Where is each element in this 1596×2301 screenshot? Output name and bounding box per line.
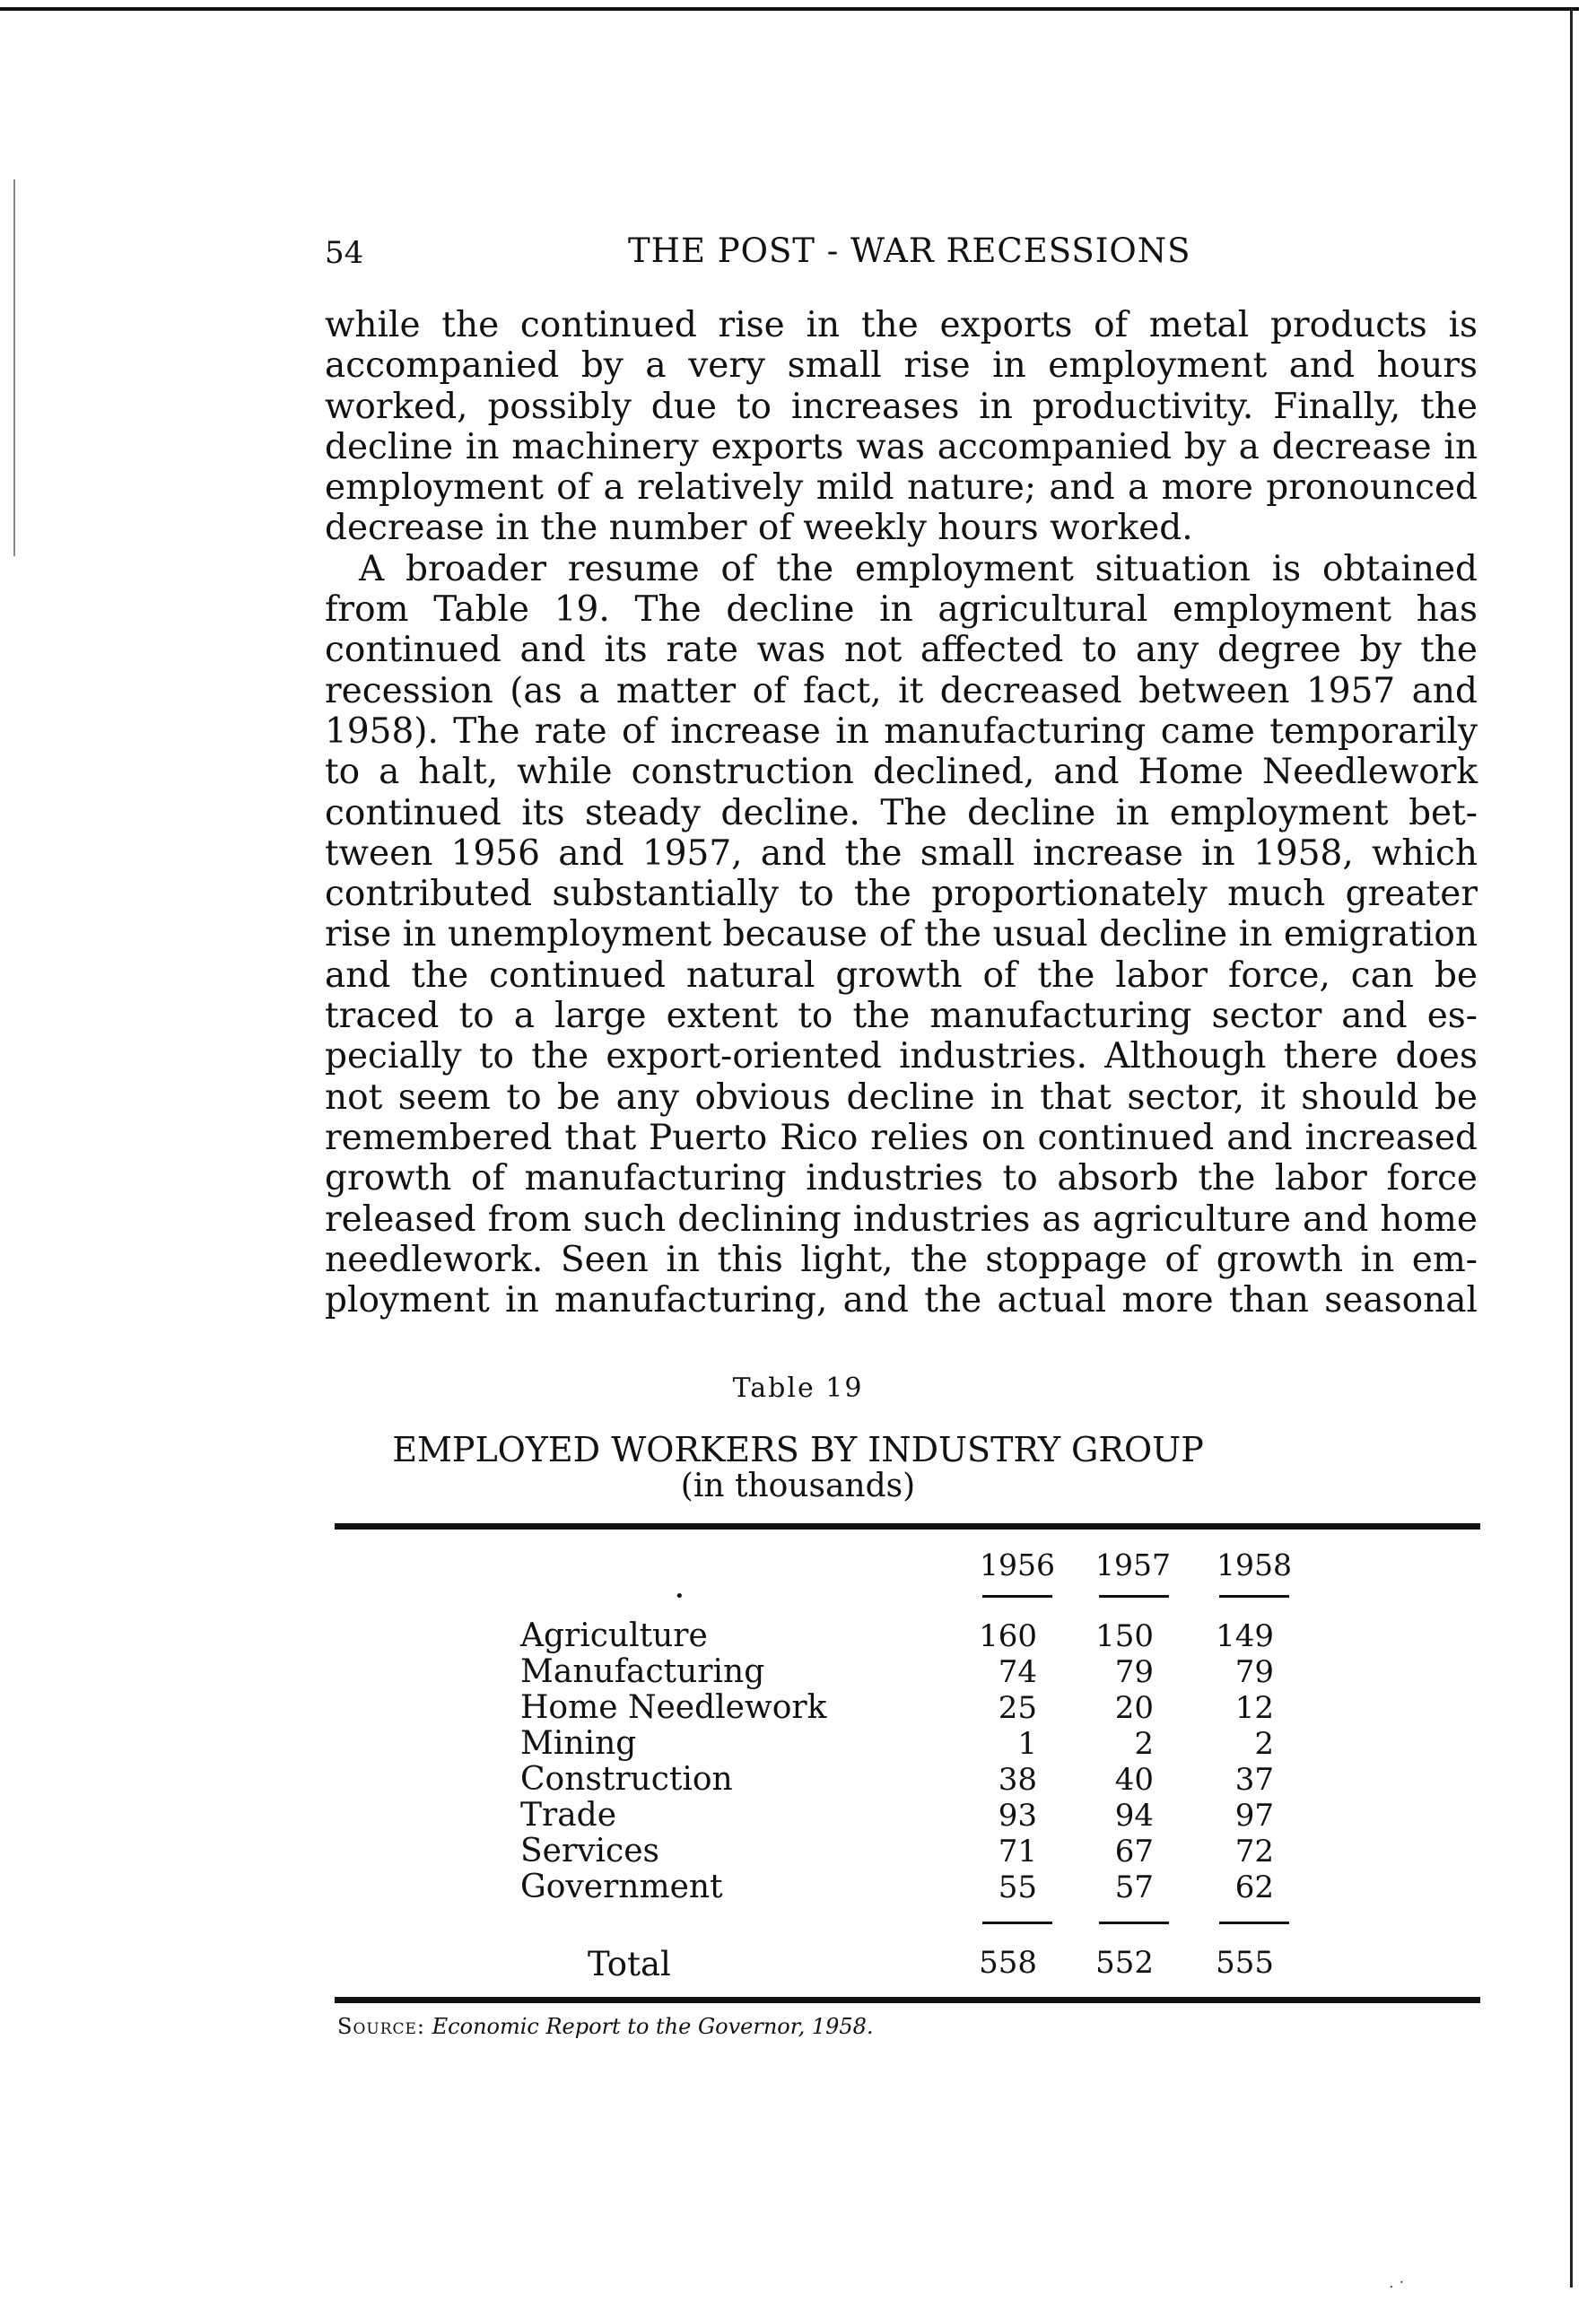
table-row: [0, 1690, 1596, 1726]
cell-1957: 57: [1114, 1870, 1154, 1905]
body-line: decrease in the number of weekly hours worked.: [325, 508, 1193, 549]
body-line: not seem to be any obvious decline in that sector, it should be: [325, 1076, 1478, 1118]
table-row: [0, 1834, 1596, 1870]
table-row: [0, 1762, 1596, 1798]
table-row: [0, 1870, 1596, 1905]
row-label: Services: [520, 1833, 659, 1870]
row-label: Home Needlework: [520, 1689, 827, 1726]
cell-1958: 2: [1254, 1726, 1274, 1762]
body-line: recession (as a matter of fact, it decreased between 1957 and: [325, 670, 1478, 711]
body-line: to a halt, while construction declined, and Home Needlework: [325, 752, 1478, 793]
table-title: EMPLOYED WORKERS BY INDUSTRY GROUP: [392, 1430, 1204, 1469]
total-1957: 552: [1095, 1945, 1154, 1981]
stray-dot: •: [675, 1587, 685, 1606]
row-label: Mining: [520, 1725, 637, 1762]
table-row: [0, 1618, 1596, 1654]
total-rule: [1219, 1922, 1289, 1924]
body-line: contributed substantially to the proportionately much greater: [325, 874, 1478, 915]
source-note: [337, 2014, 874, 2039]
cell-1957: 94: [1114, 1798, 1154, 1834]
table-label: Table 19: [732, 1373, 864, 1404]
body-line: decline in machinery exports was accompanied by a decrease in: [325, 426, 1478, 467]
cell-1958: 79: [1234, 1654, 1274, 1690]
cell-1958: 97: [1234, 1798, 1274, 1834]
body-line: worked, possibly due to increases in productivity. Finally, the: [325, 386, 1478, 427]
body-line: traced to a large extent to the manufacturing sector and es-: [325, 996, 1478, 1037]
table-row: [0, 1798, 1596, 1834]
body-line: needlework. Seen in this light, the stoppage of growth in em-: [325, 1239, 1478, 1280]
scan-speck: . ·: [1389, 2273, 1405, 2292]
source-label: Source:: [337, 2014, 426, 2039]
cell-1956: 160: [979, 1618, 1037, 1654]
cell-1956: 1: [1017, 1726, 1037, 1762]
right-border-line: [1570, 9, 1573, 2288]
top-border-line: [0, 7, 1579, 11]
table-subtitle: (in thousands): [680, 1468, 916, 1504]
total-label: Total: [588, 1945, 671, 1983]
body-line: from Table 19. The decline in agricultural employment has: [325, 589, 1478, 631]
body-line: released from such declining industries as agriculture and home: [325, 1198, 1478, 1240]
cell-1957: 40: [1114, 1762, 1154, 1798]
cell-1958: 37: [1234, 1762, 1274, 1798]
cell-1956: 25: [998, 1690, 1037, 1726]
source-reference: Economic Report to the Governor, 1958.: [432, 2014, 874, 2039]
total-1958: 555: [1216, 1945, 1274, 1981]
total-1956: 558: [979, 1945, 1037, 1981]
body-line: ployment in manufacturing, and the actual more than seasonal: [325, 1280, 1478, 1321]
row-label: Construction: [520, 1761, 733, 1798]
left-margin-mark: [13, 179, 15, 556]
cell-1958: 72: [1234, 1834, 1274, 1870]
cell-1956: 55: [998, 1870, 1037, 1905]
total-rule: [982, 1922, 1052, 1924]
cell-1957: 20: [1114, 1690, 1154, 1726]
row-label: Trade: [520, 1797, 617, 1834]
total-rule: [1099, 1922, 1169, 1924]
table-top-rule: [335, 1523, 1480, 1530]
cell-1956: 38: [998, 1762, 1037, 1798]
running-title: THE POST - WAR RECESSIONS: [628, 231, 1191, 270]
cell-1957: 79: [1114, 1654, 1154, 1690]
row-label: Government: [520, 1869, 723, 1905]
page-number: 54: [325, 235, 364, 271]
cell-1956: 71: [998, 1834, 1037, 1870]
body-line: rise in unemployment because of the usual decline in emigration: [325, 914, 1478, 955]
body-line: continued and its rate was not affected to any degree by the: [325, 630, 1478, 671]
cell-1957: 2: [1134, 1726, 1154, 1762]
body-line: remembered that Puerto Rico relies on continued and increased: [325, 1117, 1478, 1158]
cell-1956: 74: [998, 1654, 1037, 1690]
column-header-1957: 1957: [1095, 1547, 1171, 1582]
body-line: 1958). The rate of increase in manufacturing came temporarily: [325, 710, 1478, 752]
cell-1957: 67: [1114, 1834, 1154, 1870]
body-line: A broader resume of the employment situation is obtained: [359, 548, 1478, 589]
table-row: [0, 1726, 1596, 1762]
table-bottom-rule: [335, 1997, 1480, 2003]
cell-1956: 93: [998, 1798, 1037, 1834]
body-line: tween 1956 and 1957, and the small increase in 1958, which: [325, 832, 1478, 874]
column-header-1958: 1958: [1217, 1547, 1292, 1582]
header-underline: [982, 1595, 1052, 1598]
body-line: pecially to the export-oriented industries. Although there does: [325, 1036, 1478, 1077]
body-text: [325, 305, 1478, 1320]
body-line: employment of a relatively mild nature; and a more pronounced: [325, 467, 1478, 509]
table-row: [0, 1654, 1596, 1690]
body-line: while the continued rise in the exports of metal products is: [325, 305, 1478, 345]
body-line: continued its steady decline. The decline in employment bet-: [325, 792, 1478, 833]
header-underline: [1099, 1595, 1169, 1598]
cell-1958: 149: [1216, 1618, 1274, 1654]
cell-1958: 12: [1234, 1690, 1274, 1726]
cell-1958: 62: [1234, 1870, 1274, 1905]
body-line: growth of manufacturing industries to absorb the labor force: [325, 1158, 1478, 1199]
column-header-1956: 1956: [980, 1547, 1055, 1582]
row-label: Manufacturing: [520, 1653, 765, 1690]
row-label: Agriculture: [520, 1617, 708, 1654]
body-line: and the continued natural growth of the labor force, can be: [325, 954, 1478, 996]
header-underline: [1219, 1595, 1289, 1598]
cell-1957: 150: [1095, 1618, 1154, 1654]
body-line: accompanied by a very small rise in employment and hours: [325, 345, 1478, 387]
